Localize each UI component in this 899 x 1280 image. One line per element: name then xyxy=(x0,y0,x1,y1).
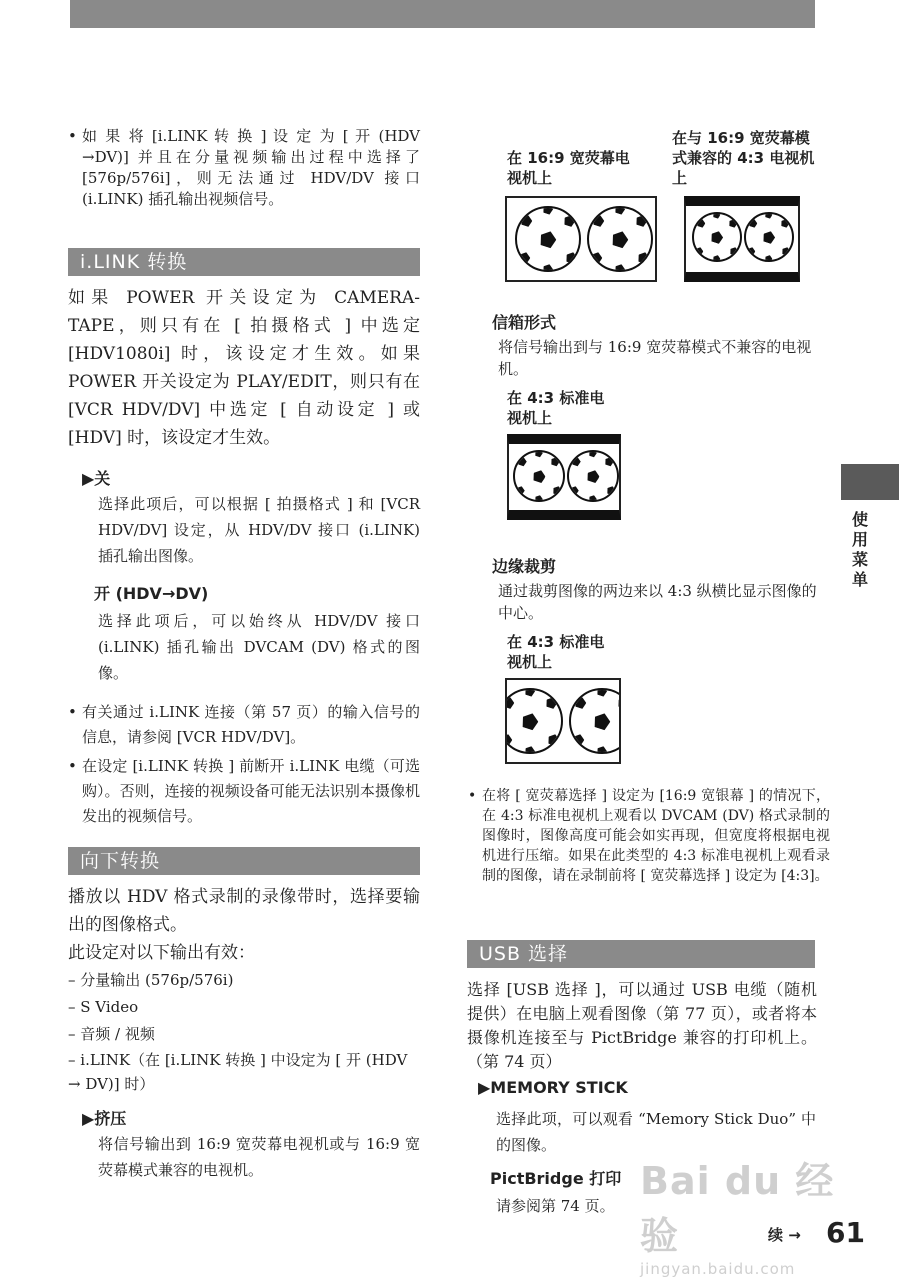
option-label-on: 开 (HDV→DV) xyxy=(94,584,209,603)
ball-patch xyxy=(592,711,612,731)
ball-patch xyxy=(545,695,559,709)
ball-patch xyxy=(524,745,536,754)
ball-patch xyxy=(519,213,533,227)
output-list xyxy=(68,967,420,1096)
ball-patch xyxy=(619,733,621,747)
edgecrop-title: 边缘裁剪 xyxy=(492,557,557,576)
ball-patch xyxy=(610,229,630,249)
section-body-usb: 选择 [USB 选择 ]，可以通过 USB 电缆（随机提供）在电脑上观看图像（第 77 页），或者将本摄像机连接至与 PictBridge 兼容的打印机上。（第 74 页） xyxy=(467,980,817,1071)
ball-patch xyxy=(589,251,603,265)
option-desc-memorystick: 选择此项，可以观看 “Memory Stick Duo” 中的图像。 xyxy=(496,1110,816,1154)
edgecrop-desc: 通过裁剪图像的两边来以 4:3 纵横比显示图像的中心。 xyxy=(498,582,817,622)
tv-illustration-compatible xyxy=(684,196,800,282)
note-widescreen: • 在将 [ 宽荧幕选择 ] 设定为 [16:9 宽银幕 ] 的情况下，在 4:3 标准电视机上观看以 DVCAM (DV) 格式录制的图像时，图像高度可能会如实再现，但宽度将根据电视机进行压缩。如果在此类型的 4:3 标准电视机上观看录制的图像，请在录制前将 [ 宽荧幕选择 ] 设定为 [4:3]。 xyxy=(468,786,830,886)
ball-patch xyxy=(524,688,536,697)
ball-patch xyxy=(552,485,563,496)
ball-patch xyxy=(764,212,773,220)
ball-patch xyxy=(712,212,721,220)
tv-label-169: 在 16:9 宽荧幕电视机上 xyxy=(507,149,630,187)
ball-patch xyxy=(712,254,721,262)
soccer-ball-icon xyxy=(567,450,619,502)
top-header-bar xyxy=(70,0,815,28)
section-body-ilink: 如果 POWER 开关设定为 CAMERA-TAPE，则只有在 [ 拍摄格式 ] 中选定 [HDV1080i] 时，该设定才生效。如果 POWER 开关设定为 PLAY/EDIT，则只有在 [VCR HDV/DV] 中选定 [ 自动设定 ] 或 [HDV] 时，该设定才生效。 xyxy=(68,288,420,448)
ball-patch xyxy=(517,251,531,265)
ball-patch xyxy=(505,695,515,709)
ball-patch xyxy=(606,485,617,496)
ball-patch xyxy=(550,456,561,467)
letterbox-desc: 将信号输出到与 16:9 宽荧幕模式不兼容的电视机。 xyxy=(498,338,812,378)
ball-patch xyxy=(614,263,626,272)
ball-patch xyxy=(748,218,758,228)
soccer-ball-icon xyxy=(569,688,621,754)
ball-patch xyxy=(563,213,577,227)
option-label-squeeze: ▶挤压 xyxy=(82,1109,127,1128)
ball-patch xyxy=(542,206,554,215)
ball-patch xyxy=(588,450,598,458)
tv-illustration-169 xyxy=(505,196,657,282)
ball-patch xyxy=(694,246,704,256)
list-item: – S Video xyxy=(68,998,139,1016)
note-ilink-cable: • 在设定 [i.LINK 转换 ] 前断开 i.LINK 电缆（可选购）。否则，连接的视频设备可能无法识别本摄像机发出的视频信号。 xyxy=(68,754,420,829)
letterbox-title: 信箱形式 xyxy=(492,313,557,332)
note-ilink-input: • 有关通过 i.LINK 连接（第 57 页）的输入信号的信息，请参阅 [VCR HDV/DV]。 xyxy=(68,700,420,750)
ball-patch xyxy=(538,229,558,249)
side-section-label: 使用菜单 xyxy=(852,510,869,589)
option-label-memorystick: ▶MEMORY STICK xyxy=(478,1078,628,1097)
ball-patch xyxy=(571,733,585,747)
ball-patch xyxy=(781,246,791,256)
ball-patch xyxy=(761,229,776,244)
continued-indicator: 续 → xyxy=(768,1226,801,1244)
note-ilink-576: • 如 果 将 [i.LINK 转 换 ] 设 定 为 [ 开 (HDV →DV)] 并且在分量视频输出过程中选择了 [576p/576i]，则无法通过 HDV/DV 接口 (i.LINK) 插孔输出视频信号。 xyxy=(68,126,420,210)
tv-label-43-letterbox: 在 4:3 标准电视机上 xyxy=(507,389,605,427)
soccer-ball-icon xyxy=(587,206,653,272)
section-title-downconvert: 向下转换 xyxy=(68,847,420,875)
ball-patch xyxy=(729,246,739,256)
option-desc-off: 选择此项后，可以根据 [ 拍摄格式 ] 和 [VCR HDV/DV] 设定，从 HDV/DV 接口 (i.LINK) 插孔输出图像。 xyxy=(98,495,420,565)
list-item: – 音频 / 视频 xyxy=(68,1025,155,1043)
soccer-ball-icon xyxy=(513,450,565,502)
ball-patch xyxy=(517,456,528,467)
side-tab-marker xyxy=(841,464,899,500)
ball-patch xyxy=(569,485,580,496)
ball-patch xyxy=(591,213,605,227)
section-body-downconvert: 播放以 HDV 格式录制的录像带时，选择要输出的图像格式。 xyxy=(68,887,420,935)
ball-patch xyxy=(588,494,598,502)
ball-patch xyxy=(542,263,554,272)
option-desc-on: 选择此项后，可以始终从 HDV/DV 接口 (i.LINK) 插孔输出 DVCAM (DV) 格式的图像。 xyxy=(98,612,420,682)
ball-patch xyxy=(571,456,582,467)
ball-patch xyxy=(696,218,706,228)
ball-patch xyxy=(515,485,526,496)
tv-label-43-edgecrop: 在 4:3 标准电视机上 xyxy=(507,633,605,671)
ball-patch xyxy=(573,695,587,709)
list-item: – 分量输出 (576p/576i) xyxy=(68,971,234,989)
page-number: 61 xyxy=(826,1216,865,1249)
option-desc-pictbridge: 请参阅第 74 页。 xyxy=(496,1197,615,1215)
ball-patch xyxy=(596,745,608,754)
section-title-ilink: i.LINK 转换 xyxy=(68,248,420,276)
soccer-ball-icon xyxy=(515,206,581,272)
ball-patch xyxy=(637,251,651,265)
ball-patch xyxy=(635,213,649,227)
soccer-ball-icon xyxy=(505,688,563,754)
section-title-usb: USB 选择 xyxy=(467,940,815,968)
ball-patch xyxy=(728,218,738,228)
ball-patch xyxy=(780,218,790,228)
watermark-brand: Bai du 经验 xyxy=(640,1159,835,1258)
ball-patch xyxy=(520,711,540,731)
soccer-ball-icon xyxy=(692,212,742,262)
ball-patch xyxy=(614,206,626,215)
ball-patch xyxy=(596,688,608,697)
tv-label-169-compatible: 在与 16:9 宽荧幕模式兼容的 4:3 电视机上 xyxy=(672,129,815,187)
ball-patch xyxy=(534,494,544,502)
ball-patch xyxy=(617,695,621,709)
list-item: – i.LINK（在 [i.LINK 转换 ] 中设定为 [ 开 (HDV → DV)] 时） xyxy=(68,1051,408,1093)
tv-illustration-letterbox xyxy=(507,434,621,520)
ball-patch xyxy=(534,450,544,458)
ball-patch xyxy=(764,254,773,262)
ball-patch xyxy=(505,733,513,747)
ball-patch xyxy=(531,468,547,484)
option-desc-squeeze: 将信号输出到 16:9 宽荧幕电视机或与 16:9 宽荧幕模式兼容的电视机。 xyxy=(98,1135,420,1179)
watermark-url: jingyan.baidu.com xyxy=(640,1260,796,1278)
ball-patch xyxy=(547,733,561,747)
ball-patch xyxy=(709,229,724,244)
ball-patch xyxy=(604,456,615,467)
tv-illustration-edgecrop xyxy=(505,678,621,764)
section-body-downconvert-2: 此设定对以下输出有效： xyxy=(68,943,255,963)
soccer-ball-icon xyxy=(744,212,794,262)
ball-patch xyxy=(746,246,756,256)
ball-patch xyxy=(565,251,579,265)
option-label-off: ▶关 xyxy=(82,469,111,488)
option-label-pictbridge: PictBridge 打印 xyxy=(490,1169,622,1188)
ball-patch xyxy=(585,468,601,484)
left-column xyxy=(68,126,420,1183)
